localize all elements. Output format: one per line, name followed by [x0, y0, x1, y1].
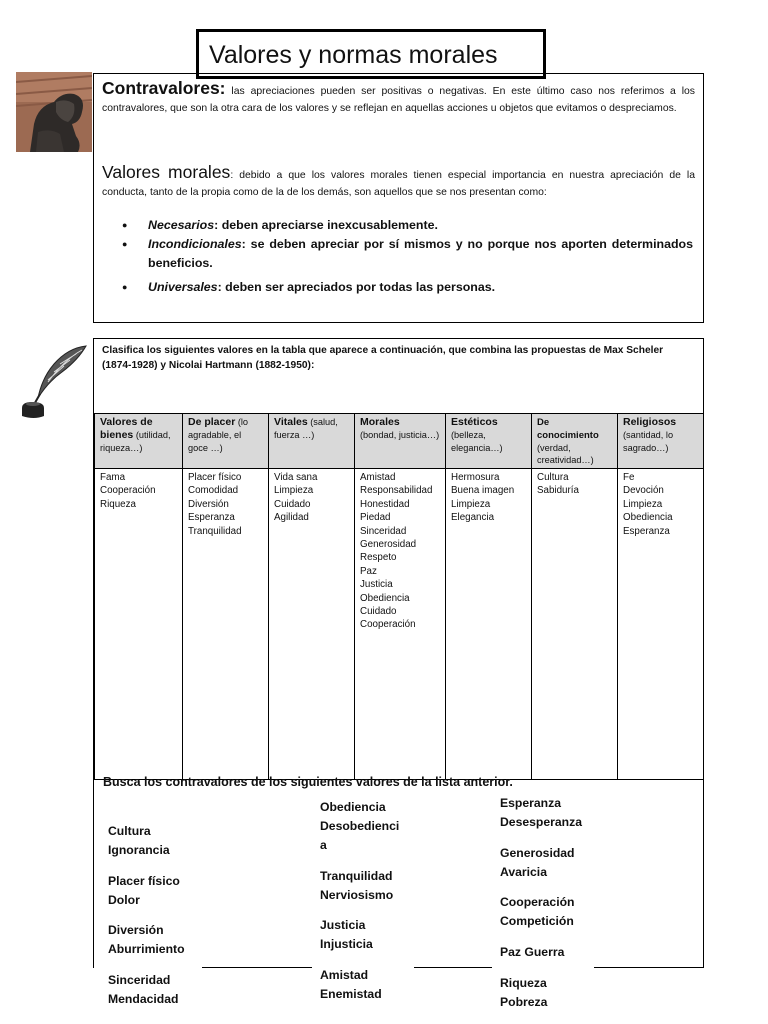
- column-header: Valores de bienes (utilidad, riqueza…): [95, 414, 183, 469]
- column-header: Estéticos (belleza, elegancia…): [446, 414, 532, 469]
- pair-item: Esperanza Desesperanza: [500, 796, 582, 829]
- column-header: De placer (lo agradable, el goce …): [183, 414, 269, 469]
- list-item-term: Necesarios: [148, 218, 215, 232]
- page-title-box: [196, 29, 546, 79]
- pair-item: Paz Guerra: [500, 945, 565, 959]
- pair-item: Tranquilidad Nerviosismo: [320, 869, 394, 902]
- list-item: [122, 216, 693, 235]
- definitions-box: [93, 73, 704, 323]
- quill-inkwell-icon: [18, 342, 90, 420]
- pair-item: Cultura Ignorancia: [108, 824, 170, 857]
- valores-morales-paragraph: [102, 164, 695, 201]
- pair-item: Obediencia Desobediencia: [320, 800, 400, 852]
- values-table: [94, 413, 704, 780]
- valores-morales-heading: Valores morales: [102, 162, 231, 182]
- valores-morales-text: : debido a que los valores morales tienen especial importancia en nuestra apreciación de la conducta, tanto de la propia como de la de los demás, son aquellos que se nos presentan como:: [102, 170, 696, 198]
- thinker-statue-icon: [16, 72, 92, 152]
- list-item-term: Incondicionales: [148, 237, 242, 251]
- list-item: [122, 235, 693, 273]
- table-header-row: [95, 414, 704, 469]
- pair-item: Sinceridad Mendacidad: [108, 973, 179, 1006]
- column-header: Morales (bondad, justicia…): [355, 414, 446, 469]
- table-cell: Fama Cooperación Riqueza: [95, 469, 183, 780]
- pair-item: Riqueza Pobreza: [500, 976, 548, 1009]
- pair-item: Placer físico Dolor: [108, 874, 180, 907]
- border-gap: [492, 963, 594, 969]
- valores-morales-list: [122, 216, 693, 297]
- list-item-desc: : deben ser apreciados por todas las personas.: [217, 280, 496, 294]
- table-cell: Hermosura Buena imagen Limpieza Elegancia: [446, 469, 532, 780]
- pair-item: Cooperación Competición: [500, 895, 575, 928]
- list-item: [122, 278, 693, 297]
- contravalores-text: las apreciaciones pueden ser positivas o negativas. En este último caso nos referimos a los contravalores, que son la otra cara de los valores y se reflejan en aquellas acciones u objetos que evitamos o despreciamos.: [102, 86, 695, 114]
- table-cell: Placer físico Comodidad Diversión Esperanza Tranquilidad: [183, 469, 269, 780]
- contravalores-paragraph: [102, 80, 695, 117]
- table-cell: Fe Devoción Limpieza Obediencia Esperanza: [618, 469, 704, 780]
- list-item-term: Universales: [148, 280, 218, 294]
- column-header: Religiosos (santidad, lo sagrado…): [618, 414, 704, 469]
- clasifica-instruction: Clasifica los siguientes valores en la tabla que aparece a continuación, que combina las propuestas de Max Scheler (1874-1928) y Nicolai Hartmann (1882-1950):: [102, 345, 664, 371]
- contravalores-instruction: Busca los contravalores de los siguientes valores de la lista anterior.: [103, 775, 513, 789]
- table-cell: Cultura Sabiduría: [532, 469, 618, 780]
- page-title: Valores y normas morales: [209, 41, 498, 69]
- pair-item: Generosidad Avaricia: [500, 846, 575, 879]
- column-header: Vitales (salud, fuerza …): [269, 414, 355, 469]
- list-item-desc: : deben apreciarse inexcusablemente.: [214, 218, 438, 232]
- column-header: De conocimiento (verdad, creatividad…): [532, 414, 618, 469]
- table-row: [95, 469, 704, 780]
- list-item-desc: : se deben apreciar por sí mismos y no porque nos aporten determinados beneficios.: [148, 237, 693, 270]
- contravalores-heading: Contravalores:: [102, 78, 226, 98]
- pair-item: Justicia Injusticia: [320, 918, 373, 951]
- table-cell: Vida sana Limpieza Cuidado Agilidad: [269, 469, 355, 780]
- border-gap: [94, 963, 202, 969]
- pair-item: Diversión Aburrimiento: [108, 923, 185, 956]
- pair-item: Amistad Enemistad: [320, 968, 382, 1001]
- table-cell: Amistad Responsabilidad Honestidad Piedad Sinceridad Generosidad Respeto Paz Justicia Obediencia Cuidado Cooperación: [355, 469, 446, 780]
